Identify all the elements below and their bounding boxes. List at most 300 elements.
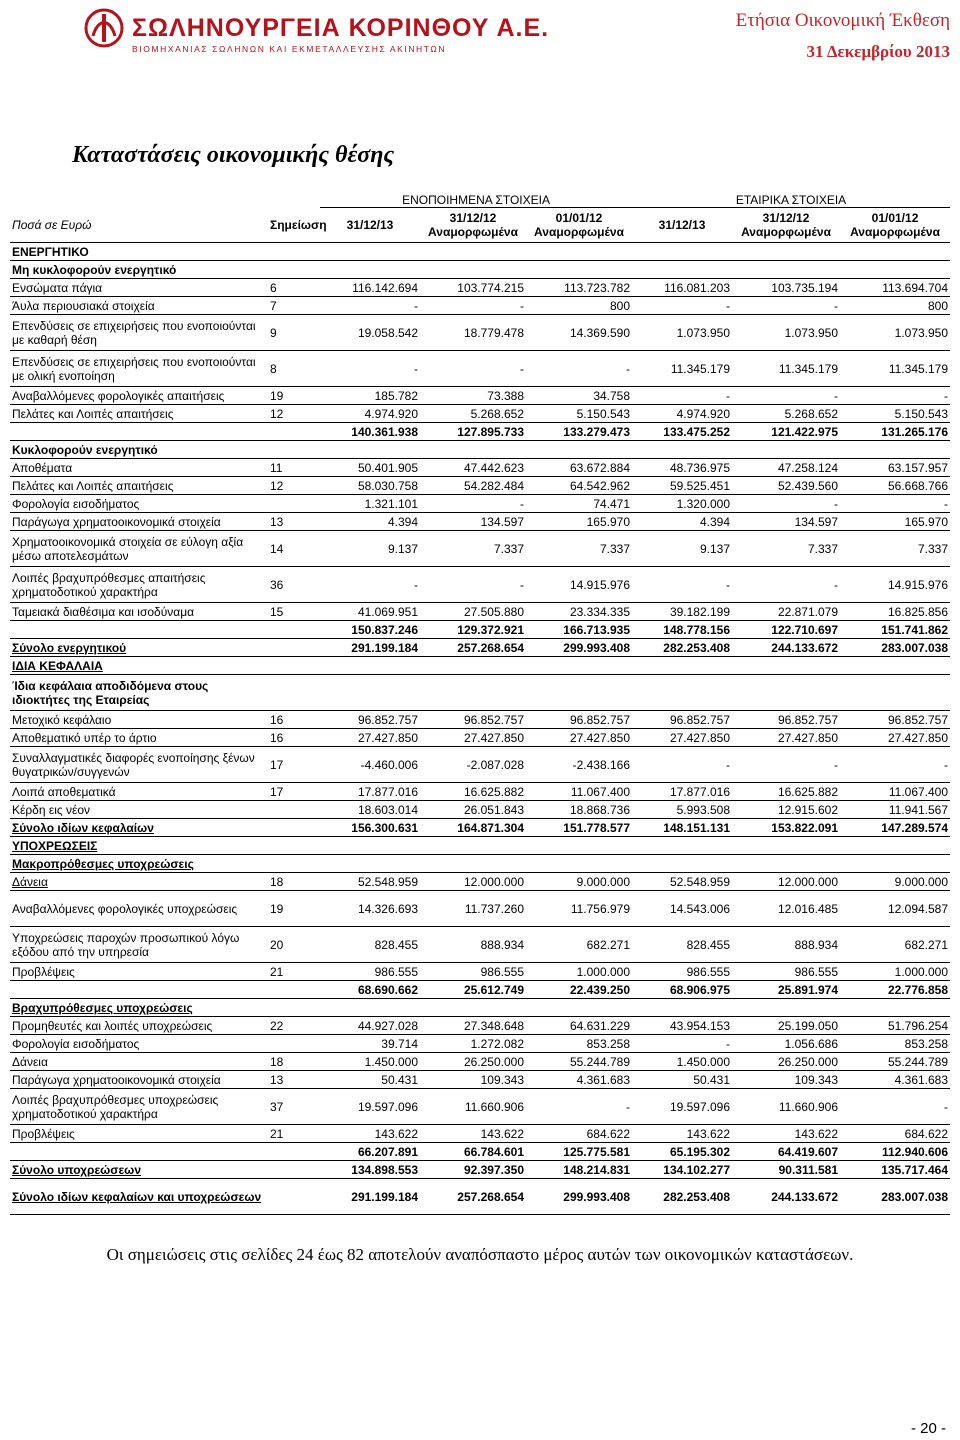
row-note: 17 [268,747,320,783]
row-note [268,1179,320,1215]
row-value: 113.723.782 [526,279,632,297]
company-logo-icon [84,6,124,50]
row-value: 7.337 [732,531,840,567]
row-value: 148.151.131 [632,819,732,837]
row-note: 12 [268,477,320,495]
row-label: Λοιπές βραχυπρόθεσμες υποχρεώσεις χρηματοδοτικού χαρακτήρα [10,1089,268,1125]
row-value: - [632,387,732,405]
row-note: 16 [268,729,320,747]
row-value: 11.067.400 [526,783,632,801]
row-value: 185.782 [320,387,420,405]
row-value: 9.000.000 [526,873,632,891]
row-value: 116.081.203 [632,279,732,297]
row-value: 16.625.882 [420,783,526,801]
table-row [10,1125,950,1143]
row-value: 9.137 [320,531,420,567]
column-header: 31/12/13 [632,208,732,243]
row-value: 1.073.950 [840,315,950,351]
row-value: 27.348.648 [420,1017,526,1035]
row-value: 64.631.229 [526,1017,632,1035]
row-value: 50.431 [320,1071,420,1089]
row-value: 140.361.938 [320,423,420,441]
row-value: 23.334.335 [526,603,632,621]
table-row [10,729,950,747]
row-value: 5.268.652 [732,405,840,423]
column-header: Σημείωση [268,208,320,243]
table-row [10,927,950,963]
row-value: - [632,297,732,315]
row-label: Πελάτες και Λοιπές απαιτήσεις [10,477,268,495]
row-value: 888.934 [732,927,840,963]
row-value: 109.343 [420,1071,526,1089]
row-note [268,423,320,441]
row-value [840,675,950,711]
row-value: - [526,1089,632,1125]
row-value: 39.182.199 [632,603,732,621]
row-value [840,261,950,279]
row-value [320,999,420,1017]
row-value [420,855,526,873]
row-value: 73.388 [420,387,526,405]
row-note [268,837,320,855]
row-label: Παράγωγα χρηματοοικονομικά στοιχεία [10,1071,268,1089]
row-value: 1.000.000 [840,963,950,981]
row-value [632,261,732,279]
row-note: 17 [268,783,320,801]
row-value: - [632,747,732,783]
row-value [420,675,526,711]
table-row [10,783,950,801]
row-value: 1.320.000 [632,495,732,513]
row-label: Κέρδη εις νέον [10,801,268,819]
row-value: - [840,747,950,783]
row-note: 15 [268,603,320,621]
report-title: Ετήσια Οικονομική Έκθεση [735,10,950,31]
row-value: 22.871.079 [732,603,840,621]
row-label: Σύνολο ιδίων κεφαλαίων και υποχρεώσεων [10,1179,268,1215]
row-value: 12.094.587 [840,891,950,927]
row-label: ΙΔΙΑ ΚΕΦΑΛΑΙΑ [10,657,268,675]
row-label: Αναβαλλόμενες φορολογικές υποχρεώσεις [10,891,268,927]
row-value: 51.796.254 [840,1017,950,1035]
row-value: 1.450.000 [632,1053,732,1071]
row-value: 143.622 [632,1125,732,1143]
row-value: 5.268.652 [420,405,526,423]
row-value: 11.345.179 [732,351,840,387]
row-value: 68.690.662 [320,981,420,999]
row-value: 48.736.975 [632,459,732,477]
row-value: 12.000.000 [732,873,840,891]
table-row [10,747,950,783]
row-value: 986.555 [632,963,732,981]
row-label: Υποχρεώσεις παροχών προσωπικού λόγω εξόδου από την υπηρεσία [10,927,268,963]
row-value: 25.891.974 [732,981,840,999]
row-label [10,621,268,639]
row-value: 11.345.179 [632,351,732,387]
row-value: 7.337 [526,531,632,567]
row-note: 16 [268,711,320,729]
row-value: 165.970 [526,513,632,531]
row-note: 22 [268,1017,320,1035]
row-value: 299.993.408 [526,639,632,657]
table-row [10,1089,950,1125]
row-value [526,675,632,711]
row-value [732,657,840,675]
row-value: 125.775.581 [526,1143,632,1161]
row-value [420,657,526,675]
table-row [10,405,950,423]
company-logo [84,6,550,58]
row-value: 14.915.976 [526,567,632,603]
row-value: - [420,495,526,513]
table-row [10,279,950,297]
row-value [526,837,632,855]
row-value [732,441,840,459]
row-value [732,675,840,711]
row-value [320,855,420,873]
row-value: 34.758 [526,387,632,405]
row-value [632,675,732,711]
table-row [10,459,950,477]
row-value: 66.207.891 [320,1143,420,1161]
row-note [268,1143,320,1161]
subtotal-row [10,423,950,441]
row-label: Αναβαλλόμενες φορολογικές απαιτήσεις [10,387,268,405]
row-value: 7.337 [420,531,526,567]
table-row [10,297,950,315]
row-value: 1.056.686 [732,1035,840,1053]
row-value: 64.419.607 [732,1143,840,1161]
row-value: 58.030.758 [320,477,420,495]
row-value: 9.000.000 [840,873,950,891]
row-value: 63.672.884 [526,459,632,477]
row-value: 59.525.451 [632,477,732,495]
row-note: 7 [268,297,320,315]
page-number: - 20 - [910,1420,946,1437]
row-label: Κυκλοφορούν ενεργητικό [10,441,268,459]
row-value: 18.603.014 [320,801,420,819]
row-value: 16.825.856 [840,603,950,621]
row-value: 27.427.850 [632,729,732,747]
row-value: 50.401.905 [320,459,420,477]
column-header: 31/12/12 Αναμορφωμένα [420,208,526,243]
row-value [420,441,526,459]
row-value: 26.051.843 [420,801,526,819]
row-value: 26.250.000 [732,1053,840,1071]
row-value: 5.993.508 [632,801,732,819]
row-value: 800 [840,297,950,315]
row-value: 257.268.654 [420,1179,526,1215]
row-value: 129.372.921 [420,621,526,639]
row-value [732,243,840,261]
row-value: - [840,1089,950,1125]
row-value: 4.394 [320,513,420,531]
row-value: 5.150.543 [526,405,632,423]
row-note [268,855,320,873]
row-value [526,261,632,279]
row-note: 37 [268,1089,320,1125]
table-row [10,639,950,657]
row-value: 52.439.560 [732,477,840,495]
row-value: 12.016.485 [732,891,840,927]
row-value [420,837,526,855]
row-note [268,981,320,999]
table-row [10,441,950,459]
table-row [10,999,950,1017]
row-value: 92.397.350 [420,1161,526,1179]
row-value: 68.906.975 [632,981,732,999]
row-label: Ταμειακά διαθέσιμα και ισοδύναμα [10,603,268,621]
row-value: 291.199.184 [320,1179,420,1215]
table-row [10,1017,950,1035]
row-note [268,801,320,819]
row-value: -4.460.006 [320,747,420,783]
row-label: Δάνεια [10,873,268,891]
row-note [268,261,320,279]
row-label: Φορολογία εισοδήματος [10,495,268,513]
row-value: 986.555 [420,963,526,981]
row-value: 109.343 [732,1071,840,1089]
row-value: 19.597.096 [320,1089,420,1125]
table-row [10,1179,950,1215]
row-value: - [320,297,420,315]
row-value: 103.774.215 [420,279,526,297]
row-value [840,441,950,459]
row-value [840,837,950,855]
row-value: 134.597 [420,513,526,531]
row-label: Προβλέψεις [10,1125,268,1143]
row-note: 21 [268,1125,320,1143]
table-row [10,567,950,603]
table-row [10,351,950,387]
table-row [10,1161,950,1179]
row-value: 17.877.016 [320,783,420,801]
row-note: 9 [268,315,320,351]
row-label: Άυλα περιουσιακά στοιχεία [10,297,268,315]
row-label: Πελάτες και Λοιπές απαιτήσεις [10,405,268,423]
row-value: - [632,1035,732,1053]
row-value [320,441,420,459]
row-label: Βραχυπρόθεσμες υποχρεώσεις [10,999,268,1017]
row-note: 14 [268,531,320,567]
row-label: Επενδύσεις σε επιχειρήσεις που ενοποιούνται με ολική ενοποίηση [10,351,268,387]
column-header: 31/12/12 Αναμορφωμένα [732,208,840,243]
row-note: 36 [268,567,320,603]
table-row [10,819,950,837]
row-value: 986.555 [732,963,840,981]
table-row [10,873,950,891]
row-value: 1.000.000 [526,963,632,981]
row-value [840,243,950,261]
subtotal-row [10,1143,950,1161]
row-value: 1.272.082 [420,1035,526,1053]
financial-position-table [10,192,950,1215]
row-value: - [420,567,526,603]
row-value: 27.427.850 [420,729,526,747]
row-value: 14.369.590 [526,315,632,351]
row-value: 133.279.473 [526,423,632,441]
table-row [10,963,950,981]
row-value [526,999,632,1017]
row-note [268,1035,320,1053]
row-value: 26.250.000 [420,1053,526,1071]
row-note: 6 [268,279,320,297]
row-label: Συναλλαγματικές διαφορές ενοποίησης ξένων θυγατρικών/συγγενών [10,747,268,783]
row-value: 828.455 [320,927,420,963]
row-label: Επενδύσεις σε επιχειρήσεις που ενοποιούνται με καθαρή θέση [10,315,268,351]
row-value [632,855,732,873]
row-note: 8 [268,351,320,387]
row-note [268,243,320,261]
company-group-header: ΕΤΑΙΡΙΚΑ ΣΤΟΙΧΕΙΑ [632,192,950,208]
row-value: 56.668.766 [840,477,950,495]
row-value: 19.597.096 [632,1089,732,1125]
subtotal-row [10,981,950,999]
row-value: 103.735.194 [732,279,840,297]
row-value: 96.852.757 [526,711,632,729]
row-value: 11.737.260 [420,891,526,927]
row-value: 64.542.962 [526,477,632,495]
row-value: 148.214.831 [526,1161,632,1179]
table-row [10,711,950,729]
row-value: 18.779.478 [420,315,526,351]
row-value [840,999,950,1017]
row-label: Μη κυκλοφορούν ενεργητικό [10,261,268,279]
row-value: 22.776.858 [840,981,950,999]
table-row [10,387,950,405]
row-value: 986.555 [320,963,420,981]
row-value: 853.258 [526,1035,632,1053]
row-value: 74.471 [526,495,632,513]
row-value: 4.974.920 [632,405,732,423]
row-value [320,657,420,675]
row-label: Σύνολο υποχρεώσεων [10,1161,268,1179]
row-label: Λοιπά αποθεματικά [10,783,268,801]
row-value: 134.898.553 [320,1161,420,1179]
row-note: 12 [268,405,320,423]
row-label: Αποθεματικό υπέρ το άρτιο [10,729,268,747]
table-row [10,855,950,873]
row-value: 165.970 [840,513,950,531]
table-row [10,675,950,711]
row-value: 283.007.038 [840,1179,950,1215]
row-value: 11.756.979 [526,891,632,927]
row-value: 11.941.567 [840,801,950,819]
row-value [526,441,632,459]
row-value: 682.271 [840,927,950,963]
row-value: 828.455 [632,927,732,963]
page-header [0,0,960,70]
row-value: 147.289.574 [840,819,950,837]
row-value [732,261,840,279]
row-value: - [320,567,420,603]
company-subtitle: ΒΙΟΜΗΧΑΝΙΑΣ ΣΩΛΗΝΩΝ ΚΑΙ ΕΚΜΕΤΑΛΛΕΥΣΗΣ ΑΚΙΝΗΤΩΝ [132,44,447,54]
row-note [268,675,320,711]
row-value: 153.822.091 [732,819,840,837]
row-value: 90.311.581 [732,1161,840,1179]
row-value: 151.741.862 [840,621,950,639]
row-value: 27.427.850 [840,729,950,747]
row-value: 166.713.935 [526,621,632,639]
row-value: - [732,567,840,603]
table-row [10,531,950,567]
row-value: - [732,387,840,405]
table-row [10,657,950,675]
row-value: 282.253.408 [632,639,732,657]
row-note [268,1161,320,1179]
row-label: ΥΠΟΧΡΕΩΣΕΙΣ [10,837,268,855]
footnote: Οι σημειώσεις στις σελίδες 24 έως 82 αποτελούν αναπόσπαστο μέρος αυτών των οικονομικών καταστάσεων. [106,1245,854,1264]
row-label: Προβλέψεις [10,963,268,981]
subtotal-row [10,621,950,639]
row-value: -2.438.166 [526,747,632,783]
row-value: 27.427.850 [732,729,840,747]
row-note: 18 [268,873,320,891]
row-value [526,855,632,873]
row-value: - [526,351,632,387]
row-note [268,441,320,459]
row-value: 47.442.623 [420,459,526,477]
row-value [320,261,420,279]
row-value: 65.195.302 [632,1143,732,1161]
row-value: 7.337 [840,531,950,567]
row-value: 22.439.250 [526,981,632,999]
row-value: 55.244.789 [840,1053,950,1071]
row-value: 44.927.028 [320,1017,420,1035]
column-header-row [10,208,950,243]
row-value [732,837,840,855]
row-value: 143.622 [320,1125,420,1143]
table-row [10,495,950,513]
row-value: 133.475.252 [632,423,732,441]
row-value: 27.427.850 [320,729,420,747]
table-body [10,243,950,1215]
row-note: 18 [268,1053,320,1071]
row-note [268,621,320,639]
table-row [10,1053,950,1071]
row-value: 164.871.304 [420,819,526,837]
row-value: 96.852.757 [840,711,950,729]
row-value: 5.150.543 [840,405,950,423]
row-value [420,999,526,1017]
table-row [10,1071,950,1089]
row-value: 131.265.176 [840,423,950,441]
report-date: 31 Δεκεμβρίου 2013 [806,42,950,61]
row-label: Χρηματοοικονομικά στοιχεία σε εύλογη αξία μέσω αποτελεσμάτων [10,531,268,567]
row-value [320,675,420,711]
row-value: 54.282.484 [420,477,526,495]
table-row [10,243,950,261]
group-header-row [10,192,950,208]
row-value: - [840,387,950,405]
row-label [10,981,268,999]
row-value: 143.622 [732,1125,840,1143]
row-value: 116.142.694 [320,279,420,297]
row-value: - [840,495,950,513]
consolidated-group-header: ΕΝΟΠΟΙΗΜΕΝΑ ΣΤΟΙΧΕΙΑ [320,192,632,208]
row-value: 11.345.179 [840,351,950,387]
row-value: 4.361.683 [526,1071,632,1089]
row-value: 112.940.606 [840,1143,950,1161]
row-value: 66.784.601 [420,1143,526,1161]
row-label: Σύνολο ιδίων κεφαλαίων [10,819,268,837]
row-value: - [732,297,840,315]
row-note: 11 [268,459,320,477]
row-value: 134.102.277 [632,1161,732,1179]
row-note [268,819,320,837]
row-label: ΕΝΕΡΓΗΤΙΚΟ [10,243,268,261]
row-value: 113.694.704 [840,279,950,297]
